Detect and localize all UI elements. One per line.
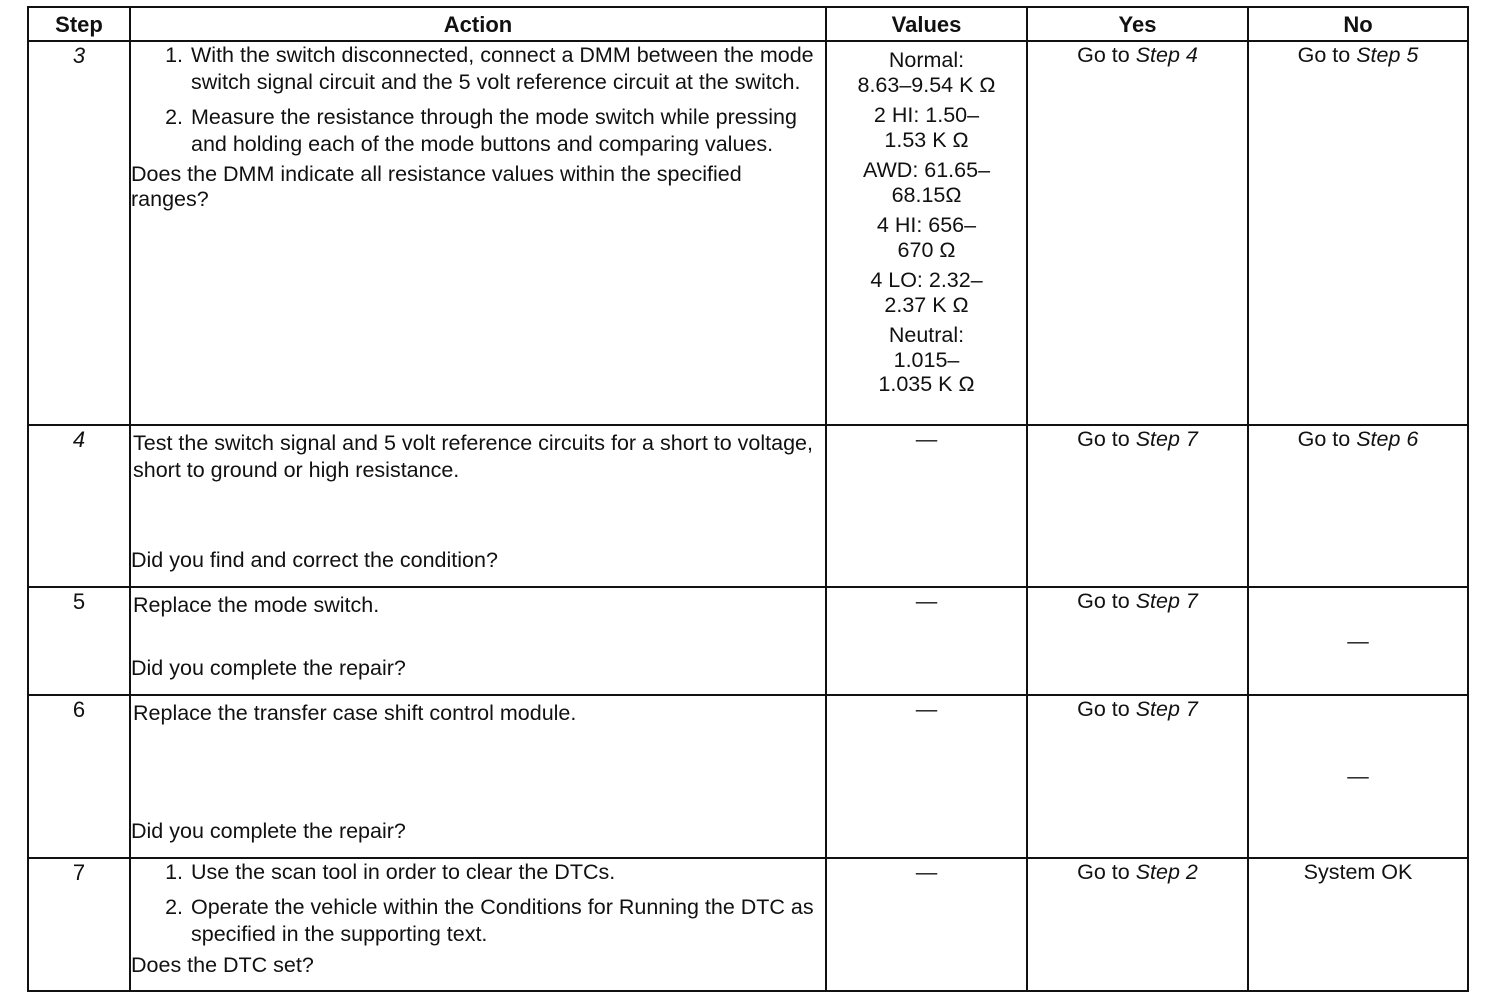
yes-step-link: Step 7 [1135,589,1198,613]
values-cell [826,858,1027,991]
action-list [131,859,825,948]
value-2hi: 2 HI: 1.50– 1.53 K Ω [873,103,980,152]
table-row-step-5 [28,587,1468,695]
action-item: 1. With the switch disconnected, connect a DMM between the mode switch signal circuit and the 5 volt reference circuit at the switch. [189,42,825,96]
no-cell [1248,41,1468,425]
values-cell [826,41,1027,425]
action-text: Replace the transfer case shift control module. [133,701,577,725]
table-row-step-6 [28,695,1468,858]
value-4hi: 4 HI: 656– 670 Ω [876,213,977,262]
yes-step-link: Step 2 [1135,860,1198,884]
action-question: Did you complete the repair? [131,819,406,843]
no-prefix: Go to [1297,427,1357,451]
yes-prefix: Go to [1077,697,1136,721]
yes-step-link: Step 7 [1135,697,1198,721]
action-item: 2. Operate the vehicle within the Conditions for Running the DTC as specified in the supporting text. [189,894,825,948]
table-row-step-7 [28,858,1468,991]
header-step: Step [28,7,130,41]
values-cell [826,425,1027,587]
yes-prefix: Go to [1077,43,1136,67]
action-cell [130,41,826,425]
action-text: Replace the mode switch. [133,593,380,617]
action-list [131,42,825,158]
action-item: 1. Use the scan tool in order to clear the DTCs. [189,859,825,886]
no-dash: — [1347,628,1369,653]
no-dash: — [1347,764,1369,788]
table-row-step-4 [28,425,1468,587]
no-cell [1248,858,1468,991]
action-cell [130,858,826,991]
values-cell [826,695,1027,858]
yes-step-link: Step 4 [1135,43,1198,67]
yes-cell [1027,41,1248,425]
header-yes: Yes [1027,7,1248,41]
no-prefix: Go to [1297,43,1357,67]
step-number: 4 [28,425,130,587]
header-action: Action [130,7,826,41]
no-result: System OK [1303,860,1413,884]
header-values: Values [826,7,1027,41]
action-text: Test the switch signal and 5 volt reference circuits for a short to voltage, short to ground or high resistance. [133,431,813,482]
value-awd: AWD: 61.65– 68.15Ω [862,158,991,207]
no-cell [1248,695,1468,858]
step-number: 5 [28,587,130,695]
values-cell [826,587,1027,695]
yes-prefix: Go to [1077,589,1136,613]
yes-prefix: Go to [1077,427,1136,451]
no-step-link: Step 5 [1356,43,1419,67]
yes-cell [1027,858,1248,991]
action-cell [130,587,826,695]
value-neutral: Neutral: 1.015– 1.035 K Ω [878,323,975,396]
no-cell [1248,587,1468,695]
yes-cell [1027,695,1248,858]
value-4lo: 4 LO: 2.32– 2.37 K Ω [870,268,983,317]
action-item: 2. Measure the resistance through the mode switch while pressing and holding each of the mode buttons and comparing values. [189,104,825,158]
value-normal: Normal: 8.63–9.54 K Ω [857,48,996,97]
no-step-link: Step 6 [1356,427,1419,451]
action-content [131,592,825,682]
action-question: Does the DMM indicate all resistance values within the specified ranges? [131,162,742,211]
action-content [131,430,825,574]
step-number: 7 [28,858,130,991]
value-dash: — [915,697,938,721]
header-row [28,7,1468,41]
action-content [131,700,825,845]
step-number: 6 [28,695,130,858]
value-dash: — [915,427,938,451]
action-cell [130,425,826,587]
yes-prefix: Go to [1077,860,1136,884]
yes-cell [1027,425,1248,587]
action-question: Does the DTC set? [131,953,314,977]
table-row-step-3 [28,41,1468,425]
action-cell [130,695,826,858]
value-dash: — [915,860,938,884]
diagnostic-table [27,6,1469,992]
header-no: No [1248,7,1468,41]
no-cell [1248,425,1468,587]
action-question: Did you complete the repair? [131,656,406,680]
action-question: Did you find and correct the condition? [131,548,498,572]
value-dash: — [915,589,938,613]
yes-step-link: Step 7 [1135,427,1198,451]
step-number: 3 [28,41,130,425]
yes-cell [1027,587,1248,695]
